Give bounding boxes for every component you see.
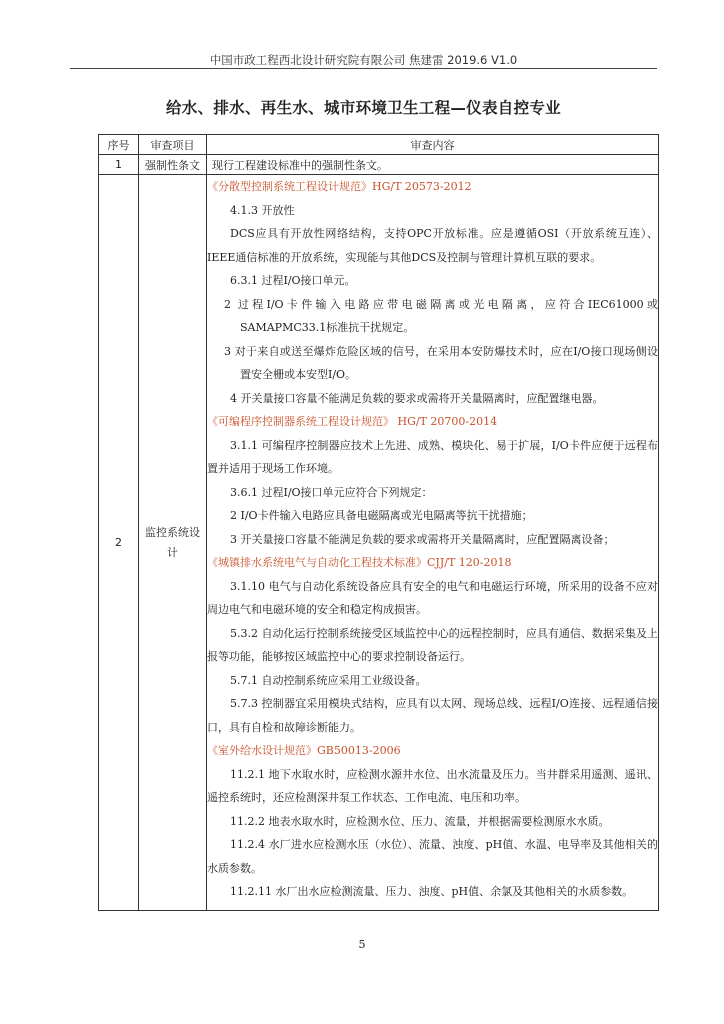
clause-heading: 3.6.1 过程I/O接口单元应符合下列规定： bbox=[230, 485, 433, 499]
header-divider bbox=[70, 68, 657, 69]
clause-heading: 6.3.1 过程I/O接口单元。 bbox=[230, 274, 356, 287]
clause-text: 3.1.1 可编程序控制器应技术上先进、成熟、模块化、易于扩展，I/O卡件应便于远程布置并适用于现场工作环境。 bbox=[207, 438, 658, 475]
clause-text: 11.2.1 地下水取水时，应检测水源井水位、出水流量及压力。当井群采用遥测、遥讯、遥控系统时，还应检测深井泵工作状态、工作电流、电压和功率。 bbox=[207, 767, 658, 804]
column-header-item: 审查项目 bbox=[139, 135, 207, 155]
standard-title: 《室外给水设计规范》GB50013-2006 bbox=[207, 744, 401, 757]
standard-title: 《分散型控制系统工程设计规范》HG/T 20573-2012 bbox=[207, 180, 472, 193]
standard-title: 《可编程序控制器系统工程设计规范》 HG/T 20700-2014 bbox=[207, 415, 498, 428]
standard-title: 《城镇排水系统电气与自动化工程技术标准》CJJ/T 120-2018 bbox=[207, 556, 512, 569]
table-header-row bbox=[99, 135, 659, 155]
review-table bbox=[98, 134, 659, 911]
clause-heading: 4.1.3 开放性 bbox=[230, 203, 295, 217]
clause-text: 2 过程I/O卡件输入电路应带电磁隔离或光电隔离，应符合IEC61000或 SAMAPMC33.1标准抗干扰规定。 bbox=[224, 297, 658, 334]
page-number: 5 bbox=[358, 938, 366, 951]
clause-text: 11.2.11 水厂出水应检测流量、压力、浊度、pH值、余氯及其他相关的水质参数。 bbox=[230, 885, 634, 898]
review-content bbox=[207, 175, 659, 911]
table-row bbox=[99, 175, 659, 911]
clause-text: 3 开关量接口容量不能满足负载的要求或需将开关量隔离时，应配置隔离设备； bbox=[230, 532, 615, 546]
review-item: 强制性条文 bbox=[139, 155, 207, 175]
document-title: 给水、排水、再生水、城市环境卫生工程—仪表自控专业 bbox=[165, 99, 561, 117]
clause-text: 3.1.10 电气与自动化系统设备应具有安全的电气和电磁运行环境，所采用的设备不应对周边电气和电磁环境的安全和稳定构成损害。 bbox=[207, 579, 658, 616]
page-header: 中国市政工程西北设计研究院有限公司 焦建雷 2019.6 V1.0 bbox=[209, 53, 518, 67]
clause-text: 3 对于来自或送至爆炸危险区域的信号，在采用本安防爆技术时，应在I/O接口现场侧设置安全栅或本安型I/O。 bbox=[224, 344, 658, 381]
clause-text: DCS应具有开放性网络结构，支持OPC开放标准。应是遵循OSI（开放系统互连）、IEEE通信标准的开放系统，实现能与其他DCS及控制与管理计算机互联的要求。 bbox=[207, 227, 658, 264]
clause-text: 11.2.2 地表水取水时，应检测水位、压力、流量，并根据需要检测原水水质。 bbox=[230, 814, 610, 828]
table-row bbox=[99, 155, 659, 175]
clause-text: 5.7.1 自动控制系统应采用工业级设备。 bbox=[230, 673, 427, 687]
clause-text: 5.7.3 控制器宜采用模块式结构，应具有以太网、现场总线、远程I/O连接、远程通信接口，具有自检和故障诊断能力。 bbox=[207, 697, 658, 734]
review-item: 监控系统设计 bbox=[145, 525, 200, 559]
row-number: 1 bbox=[99, 155, 139, 175]
review-content: 现行工程建设标准中的强制性条文。 bbox=[207, 155, 659, 175]
column-header-no: 序号 bbox=[99, 135, 139, 155]
clause-text: 5.3.2 自动化运行控制系统接受区域监控中心的远程控制时，应具有通信、数据采集及上报等功能，能够按区域监控中心的要求控制设备运行。 bbox=[207, 626, 658, 663]
clause-text: 4 开关量接口容量不能满足负载的要求或需将开关量隔离时，应配置继电器。 bbox=[230, 391, 604, 405]
review-item-cell bbox=[139, 175, 207, 911]
row-number: 2 bbox=[99, 175, 139, 911]
column-header-content: 审查内容 bbox=[207, 135, 659, 155]
clause-text: 11.2.4 水厂进水应检测水压（水位）、流量、浊度、pH值、水温、电导率及其他相关的水质参数。 bbox=[207, 838, 658, 875]
clause-text: 2 I/O卡件输入电路应具备电磁隔离或光电隔离等抗干扰措施； bbox=[230, 509, 533, 522]
